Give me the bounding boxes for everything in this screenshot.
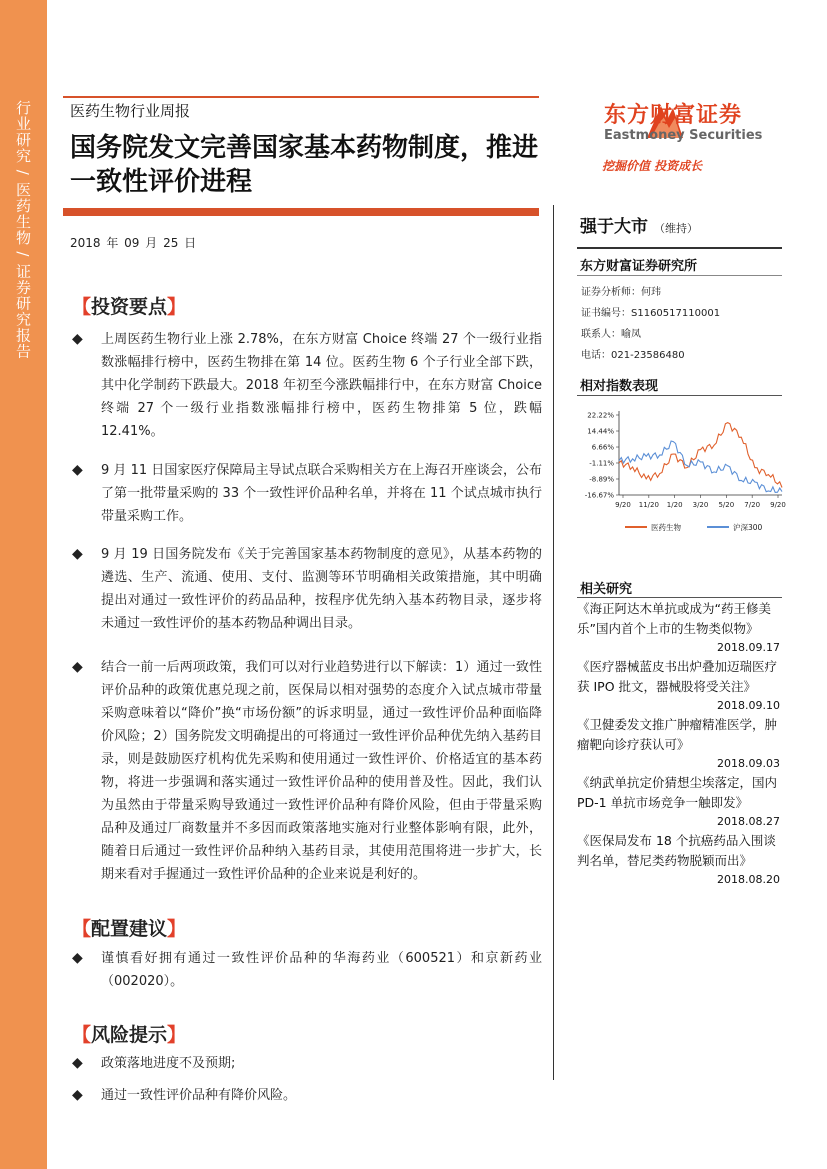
related-research-list [577, 599, 785, 889]
x-tick-label: 3/20 [692, 501, 709, 509]
research-item[interactable] [577, 657, 785, 715]
x-tick-label: 11/20 [638, 501, 659, 509]
analyst-name: 证券分析师：何玮 [581, 287, 661, 298]
research-title: 《医保局发布 18 个抗癌药品入围谈判名单，替尼类药物脱颖而出》 [577, 833, 776, 868]
report-type: 医药生物行业周报 [70, 102, 191, 120]
diamond-bullet-icon: ◆ [72, 659, 83, 675]
x-tick-label: 5/20 [718, 501, 735, 509]
allocation-point [72, 947, 542, 993]
x-tick-label: 1/20 [666, 501, 683, 509]
rating-rule [577, 247, 782, 249]
report-date: 2018 年 09 月 25 日 [70, 236, 197, 250]
research-title: 《纳武单抗定价猜想尘埃落定，国内 PD-1 单抗市场竞争一触即发》 [577, 775, 778, 810]
bullet-text: 9 月 11 日国家医疗保障局主导试点联合采购相关方在上海召开座谈会，公布了第一批带量采购的 33 个一致性评价品种名单，并将在 11 个试点城市执行带量采购工作。 [101, 463, 542, 524]
institute-rule [577, 275, 782, 276]
investment-point [72, 543, 542, 635]
bullet-text: 政策落地进度不及预期; [101, 1056, 236, 1071]
legend-label: 医药生物 [651, 523, 681, 532]
research-title: 《医疗器械蓝皮书出炉叠加迈瑞医疗获 IPO 批文，器械股将受关注》 [577, 659, 778, 694]
header-rule [63, 96, 539, 98]
bullet-text: 通过一致性评价品种有降价风险。 [101, 1088, 297, 1103]
bullet-text: 结合一前一后两项政策，我们可以对行业趋势进行以下解读：1）通过一致性评价品种的政策优惠兑现之前，医保局以相对强势的态度介入试点城市带量采购意味着以“降价”换“市场份额”的诉求明显，通过一致性评价品种面临降价风险；2）国务院发文明确提出的可将通过一致性评价品种优先纳入基药目录，则是鼓励医疗机构优先采购和使用通过一致性评价、价格适宜的基本药物，将进一步强调和落实通过一致性评价品种的使用普及性。因此，我们认为虽然由于带量采购导致通过一致性评价品种有降价风险，但由于带量采购品种及通过厂商数量并不多因而政策落地实施对行业整体影响有限，此外，随着日后通过一致性评价品种纳入基药目录，其使用范围将进一步扩大，长期来看对手握通过一致性评价品种的企业来说是利好的。 [101, 660, 542, 882]
diamond-bullet-icon: ◆ [72, 1087, 83, 1103]
relative-index-chart [577, 403, 787, 538]
x-tick-label: 9/20 [615, 501, 631, 509]
sidebar-band [0, 0, 47, 1169]
phone-number: 电话：021-23586480 [581, 350, 685, 361]
diamond-bullet-icon: ◆ [72, 950, 83, 966]
brand-slogan: 挖掘价值 投资成长 [602, 159, 703, 173]
bullet-text: 上周医药生物行业上涨 2.78%，在东方财富 Choice 终端 27 个一级行业指数涨幅排行榜中，医药生物排在第 14 位。医药生物 6 个子行业全部下跌，其中化学制药下跌最大。2018 年初至今涨跌幅排行中，在东方财富 Choice 终端 27 个一级行业指数涨幅排行榜中，医药生物排第 5 位，跌幅 12.41%。 [101, 332, 542, 439]
diamond-bullet-icon: ◆ [72, 331, 83, 347]
investment-point [72, 656, 542, 886]
risk-point [72, 1052, 542, 1075]
y-tick-label: 22.22% [587, 411, 614, 420]
research-date: 2018.08.27 [717, 815, 780, 828]
investment-point [72, 459, 542, 528]
brand-name-en: Eastmoney Securities [604, 128, 763, 143]
related-research-rule [577, 597, 782, 598]
legend-label: 沪深300 [733, 523, 763, 532]
x-tick-label: 9/20 [770, 501, 786, 509]
section-heading-investment: 【投资要点】 [72, 296, 187, 318]
y-tick-label: 14.44% [587, 427, 614, 436]
research-item[interactable] [577, 715, 785, 773]
column-divider [553, 205, 554, 1080]
research-date: 2018.09.10 [717, 699, 780, 712]
research-title: 《海正阿达木单抗或成为“药王修美乐”国内首个上市的生物类似物》 [577, 601, 771, 636]
chart-section-rule [577, 395, 782, 396]
diamond-bullet-icon: ◆ [72, 1055, 83, 1071]
bullet-text: 谨慎看好拥有通过一致性评价品种的华海药业（600521）和京新药业（002020）。 [101, 951, 542, 989]
diamond-bullet-icon: ◆ [72, 462, 83, 478]
series-line [619, 441, 782, 492]
research-date: 2018.08.20 [717, 873, 780, 886]
brand-name-cn: 东方财富证券 [604, 103, 743, 128]
report-title: 国务院发文完善国家基本药物制度，推进一致性评价进程 [70, 133, 539, 197]
research-title: 《卫健委发文推广肿瘤精准医学，肿瘤靶向诊疗获认可》 [577, 717, 778, 752]
y-tick-label: -16.67% [584, 491, 614, 500]
institute-name: 东方财富证券研究所 [580, 259, 698, 274]
investment-point [72, 328, 542, 443]
risk-point [72, 1084, 542, 1107]
chart-section-title: 相对指数表现 [580, 379, 659, 394]
section-heading-allocation: 【配置建议】 [72, 918, 187, 940]
research-item[interactable] [577, 831, 785, 889]
related-research-title: 相关研究 [580, 582, 633, 597]
sidebar-category-text: 行业研究 / 医药生物 / 证券研究报告 [14, 100, 32, 360]
industry-rating: 强于大市 （维持） [580, 217, 698, 237]
research-item[interactable] [577, 599, 785, 657]
contact-person: 联系人：喻凤 [581, 329, 641, 340]
research-date: 2018.09.03 [717, 757, 780, 770]
x-tick-label: 7/20 [744, 501, 761, 509]
title-underline-bar [63, 208, 539, 216]
section-heading-risk: 【风险提示】 [72, 1024, 187, 1046]
y-tick-label: -8.89% [589, 475, 614, 484]
bullet-text: 9 月 19 日国务院发布《关于完善国家基本药物制度的意见》，从基本药物的遴选、生产、流通、使用、支付、监测等环节明确相关政策措施，其中明确提出对通过一致性评价的药品品种，按程序优先纳入基本药物目录，逐步将未通过一致性评价的基本药物品种调出目录。 [101, 547, 542, 631]
research-item[interactable] [577, 773, 785, 831]
y-tick-label: 6.66% [591, 443, 614, 452]
certificate-number: 证书编号：S1160517110001 [581, 308, 721, 319]
diamond-bullet-icon: ◆ [72, 546, 83, 562]
research-date: 2018.09.17 [717, 641, 780, 654]
y-tick-label: -1.11% [589, 459, 614, 468]
rating-note: （维持） [654, 222, 698, 235]
